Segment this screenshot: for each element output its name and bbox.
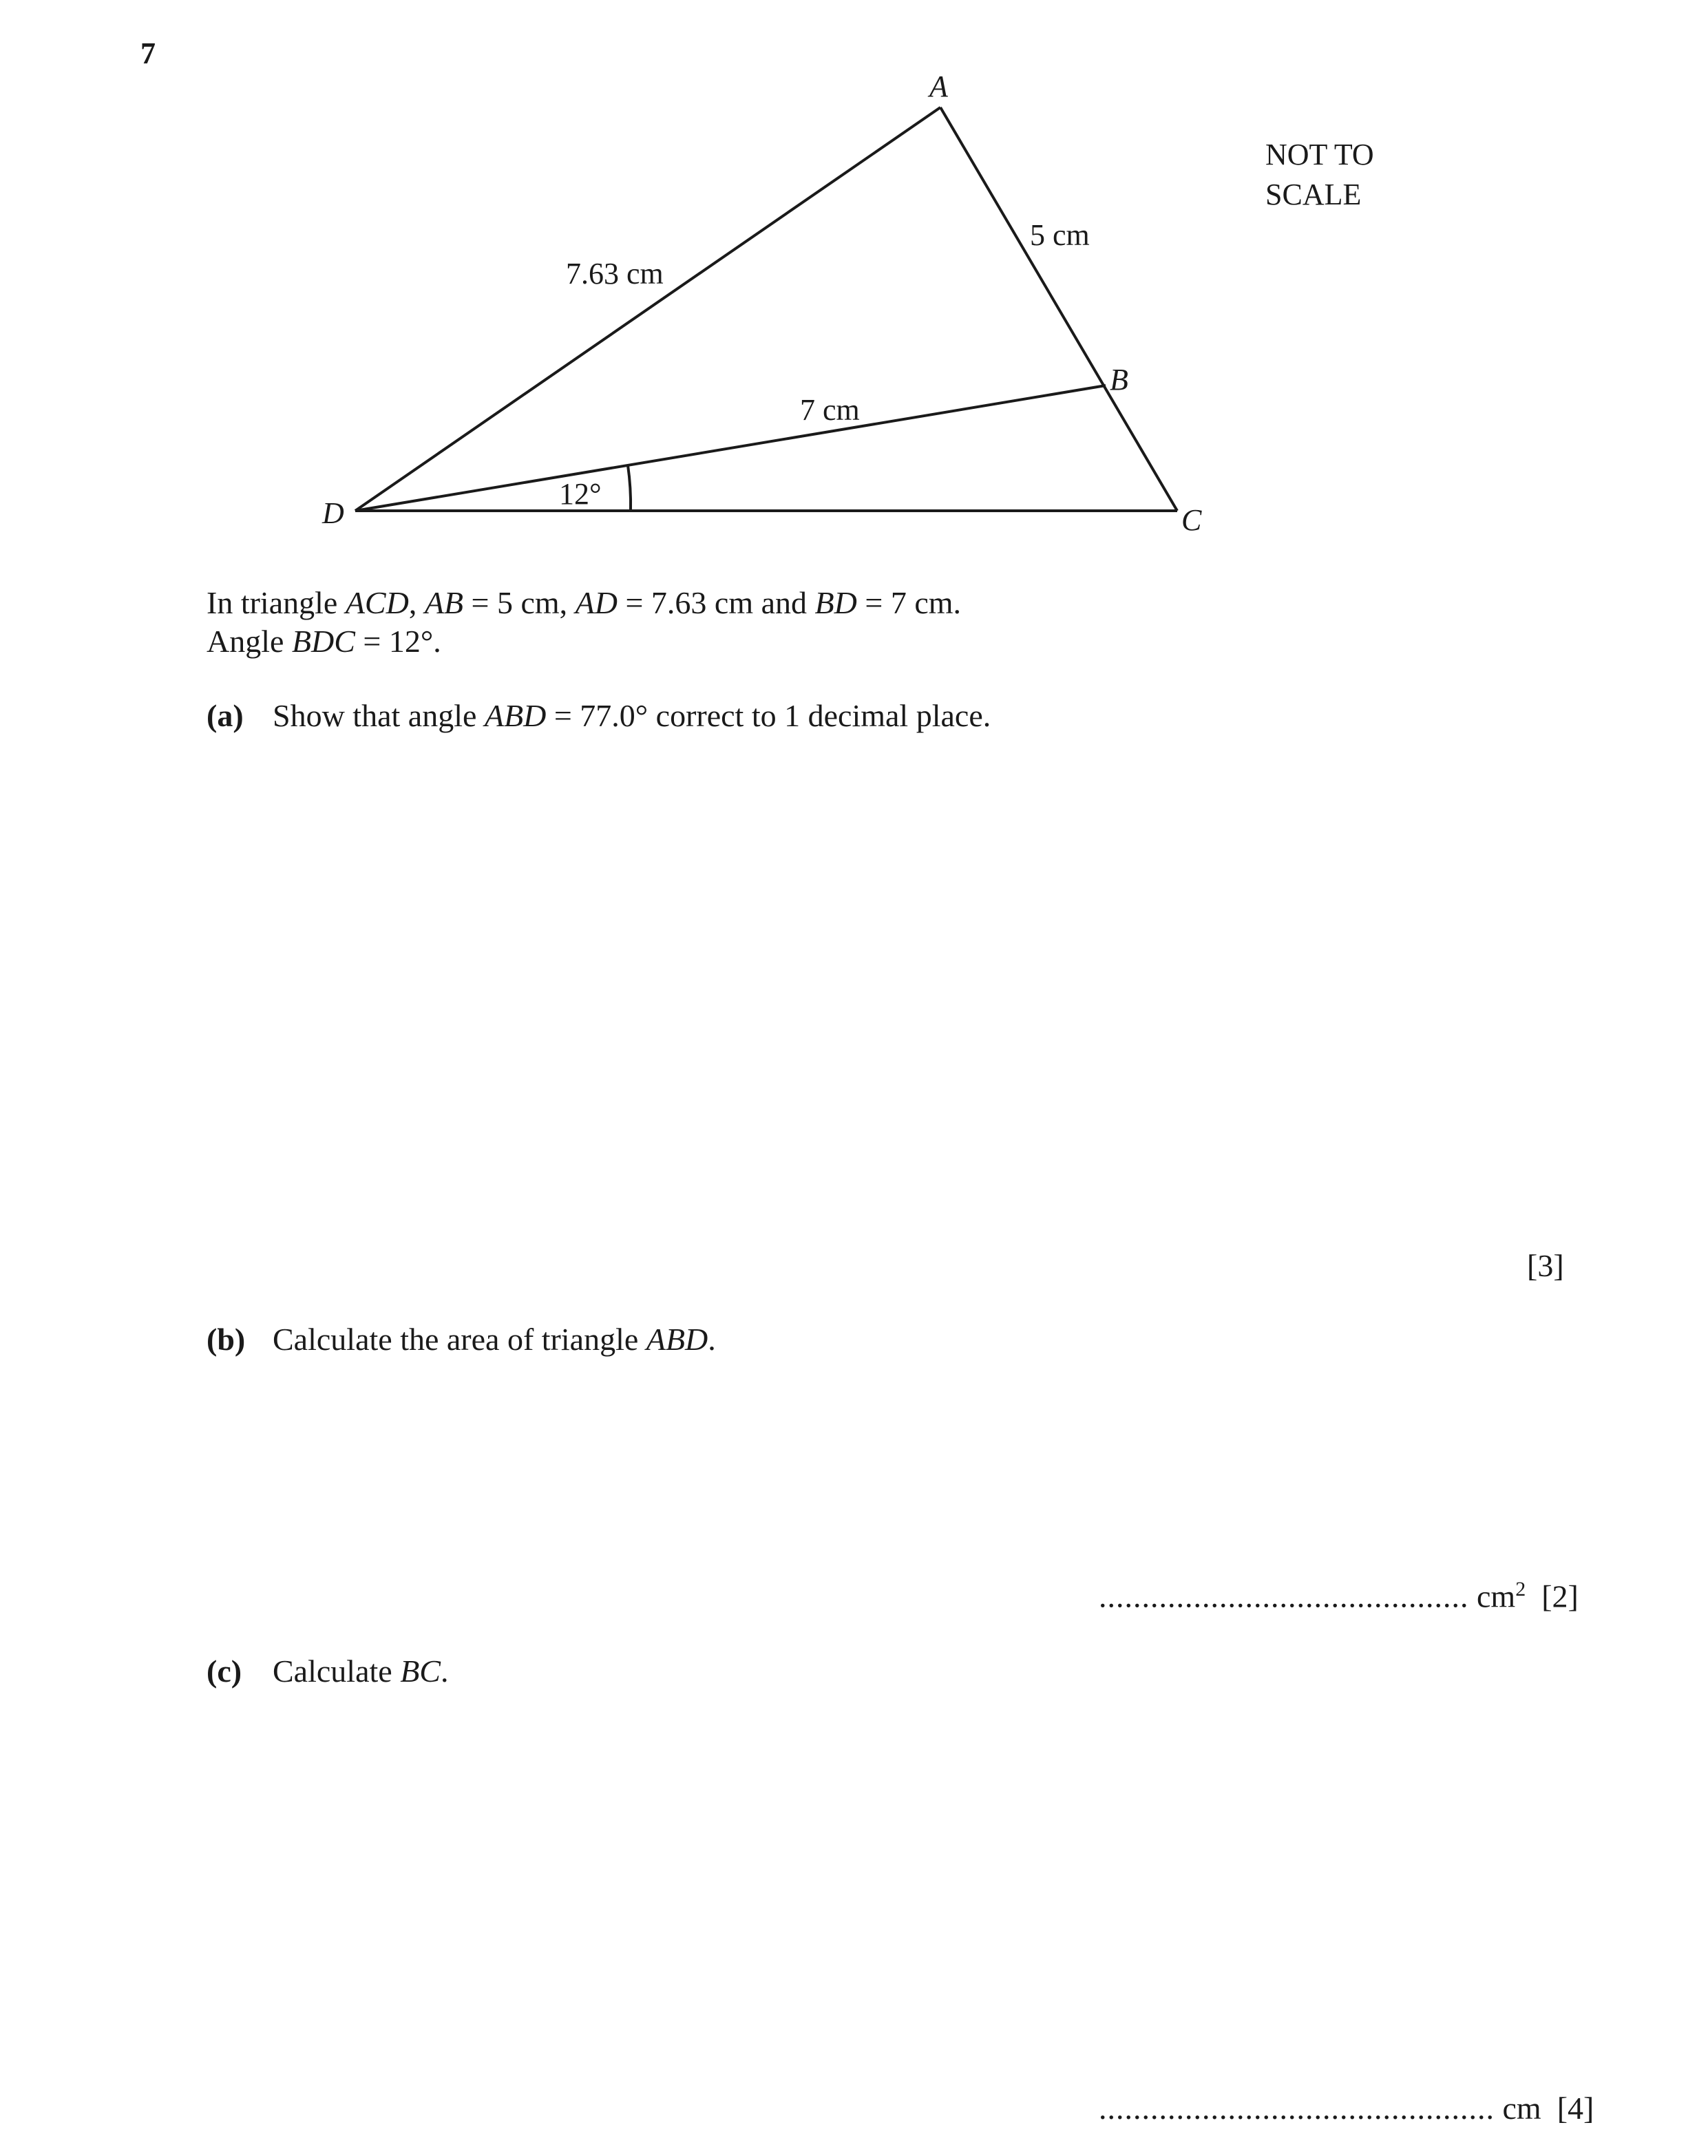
part-b-answer-dots[interactable]: ........................................... <box>1099 1578 1469 1614</box>
part-c-unit: cm <box>1502 2091 1541 2126</box>
part-a-marks: [3] <box>1527 1248 1564 1283</box>
part-b-marks: [2] <box>1541 1578 1579 1614</box>
part-b-unit-sup: 2 <box>1515 1578 1526 1600</box>
note-line-1: NOT TO <box>1265 138 1374 171</box>
part-b-label: (b) <box>207 1322 246 1357</box>
intro-line-1: In triangle ACD, AB = 5 cm, AD = 7.63 cm and BD = 7 cm. <box>207 585 962 620</box>
triangle-diagram <box>0 0 1708 620</box>
angle-arc-bdc <box>628 465 631 511</box>
part-a-label: (a) <box>207 698 244 733</box>
part-c-answer-dots[interactable]: .............................................. <box>1099 2091 1495 2126</box>
side-bd <box>355 385 1106 511</box>
side-ac <box>940 107 1177 511</box>
part-b-question: (b) Calculate the area of triangle ABD. <box>207 1320 716 1359</box>
part-c-question: (c) Calculate BC. <box>207 1652 448 1691</box>
vertex-c-label: C <box>1181 503 1202 537</box>
not-to-scale-note <box>1265 135 1374 215</box>
side-ad-label: 7.63 cm <box>566 257 664 290</box>
intro-line-2: Angle BDC = 12°. <box>207 624 441 659</box>
vertex-d-label: D <box>322 496 344 530</box>
note-line-2: SCALE <box>1265 178 1362 211</box>
side-bd-label: 7 cm <box>800 393 860 427</box>
question-number: 7 <box>140 36 156 70</box>
angle-bdc-label: 12° <box>559 477 602 511</box>
part-c-label: (c) <box>207 1653 242 1689</box>
side-ab-label: 5 cm <box>1030 218 1090 252</box>
vertex-b-label: B <box>1110 363 1128 397</box>
part-b-unit: cm <box>1477 1578 1516 1614</box>
part-c-marks: [4] <box>1557 2091 1594 2126</box>
vertex-a-label: A <box>929 70 948 103</box>
part-c-answer-line[interactable] <box>1099 2090 1594 2126</box>
side-ad <box>355 107 940 511</box>
part-b-answer-line[interactable] <box>1099 1578 1579 1614</box>
part-a-question: (a) Show that angle ABD = 77.0° correct to 1 decimal place. <box>207 697 991 735</box>
